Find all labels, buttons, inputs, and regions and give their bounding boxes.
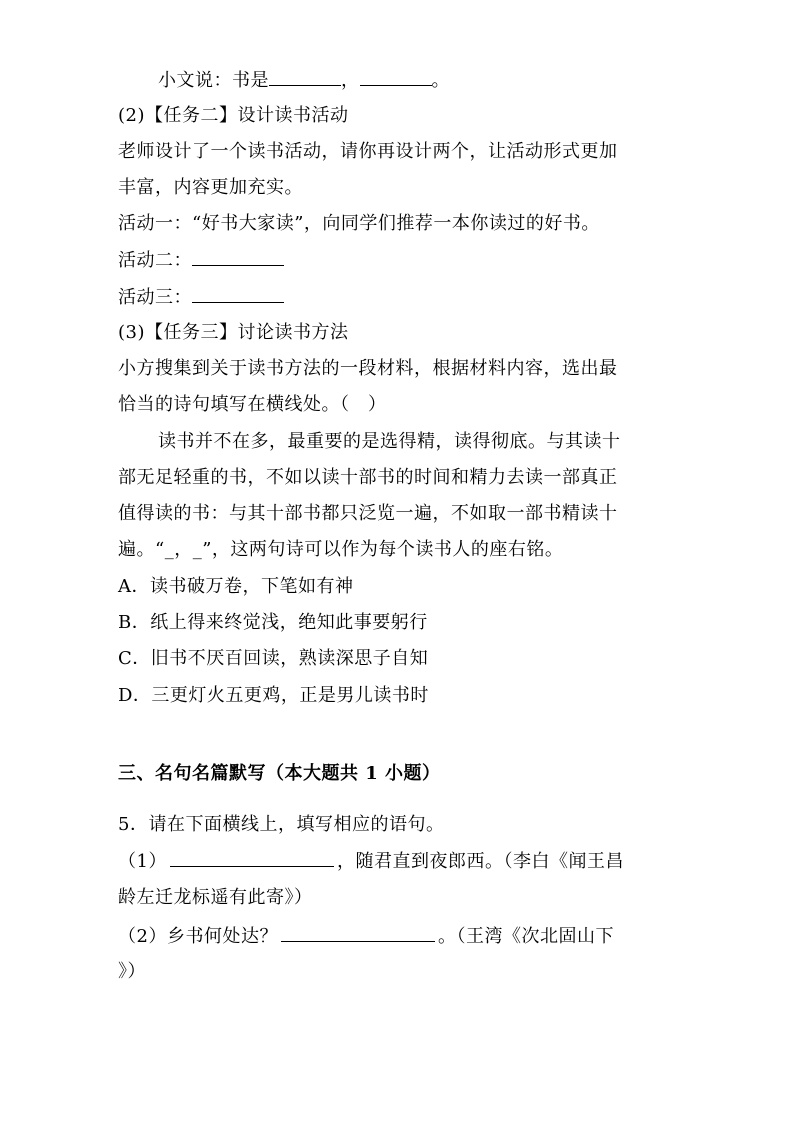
- q5-item1-prefix: （1）: [118, 851, 167, 872]
- task1-prefix: 小文说：书是: [158, 70, 269, 91]
- q5-item2-cont: 》）: [118, 961, 146, 982]
- q5-item1-blank[interactable]: [170, 849, 334, 867]
- q5-item2-line: [118, 924, 614, 949]
- q5-item1-suffix: ，随君直到夜郎西。（李白《闻王昌: [336, 851, 624, 872]
- option-d[interactable]: D．三更灯火五更鸡，正是男儿读书时: [118, 685, 429, 706]
- q5-item2-prefix: （2）乡书何处达？: [118, 926, 278, 947]
- option-b[interactable]: B．纸上得来终觉浅，绝知此事要躬行: [118, 612, 428, 633]
- q5-item2-suffix: 。（王湾《次北固山下: [437, 926, 614, 947]
- task3-passage-4: 遍。“_，_”，这两句诗可以作为每个读书人的座右铭。: [118, 539, 564, 560]
- task1-blank-1[interactable]: [269, 68, 341, 86]
- section-heading: 三、名句名篇默写（本大题共 1 小题）: [118, 763, 441, 784]
- task2-desc-2: 丰富，内容更加充实。: [118, 177, 303, 198]
- task2-activity-2-line: [118, 248, 284, 273]
- task1-end: 。: [431, 70, 450, 91]
- task1-sep: ，: [341, 70, 360, 91]
- option-c[interactable]: C．旧书不厌百回读，熟读深思子自知: [118, 648, 429, 669]
- task2-activity-3-line: [118, 285, 284, 310]
- q5-item2-blank[interactable]: [281, 924, 435, 942]
- task2-title: (2)【任务二】设计读书活动: [118, 105, 349, 126]
- task1-answer-line: [158, 68, 450, 93]
- task3-desc-1: 小方搜集到关于读书方法的一段材料，根据材料内容，选出最: [118, 358, 618, 379]
- task2-activity-1: 活动一：“好书大家读”，向同学们推荐一本你读过的好书。: [118, 213, 600, 234]
- task3-passage-3: 值得读的书：与其十部书都只泛览一遍，不如取一部书精读十: [118, 503, 618, 524]
- task2-desc-1: 老师设计了一个读书活动，请你再设计两个，让活动形式更加: [118, 141, 618, 162]
- q5-item1-cont: 龄左迁龙标遥有此寄》）: [118, 887, 313, 908]
- task3-desc-2: 恰当的诗句填写在横线处。（ ）: [118, 394, 387, 415]
- task3-title: (3)【任务三】讨论读书方法: [118, 322, 349, 343]
- task2-activity-2-blank[interactable]: [192, 248, 284, 266]
- task2-activity-3-label: 活动三：: [118, 287, 192, 308]
- q5-stem: 5．请在下面横线上，填写相应的语句。: [118, 814, 445, 835]
- task2-activity-3-blank[interactable]: [192, 285, 284, 303]
- task3-passage-1: 读书并不在多，最重要的是选得精，读得彻底。与其读十: [158, 431, 621, 452]
- task3-passage-2: 部无足轻重的书，不如以读十部书的时间和精力去读一部真正: [118, 467, 618, 488]
- task1-blank-2[interactable]: [360, 68, 432, 86]
- option-a[interactable]: A．读书破万卷，下笔如有神: [118, 576, 354, 597]
- q5-item1-line: [118, 849, 624, 874]
- task2-activity-2-label: 活动二：: [118, 250, 192, 271]
